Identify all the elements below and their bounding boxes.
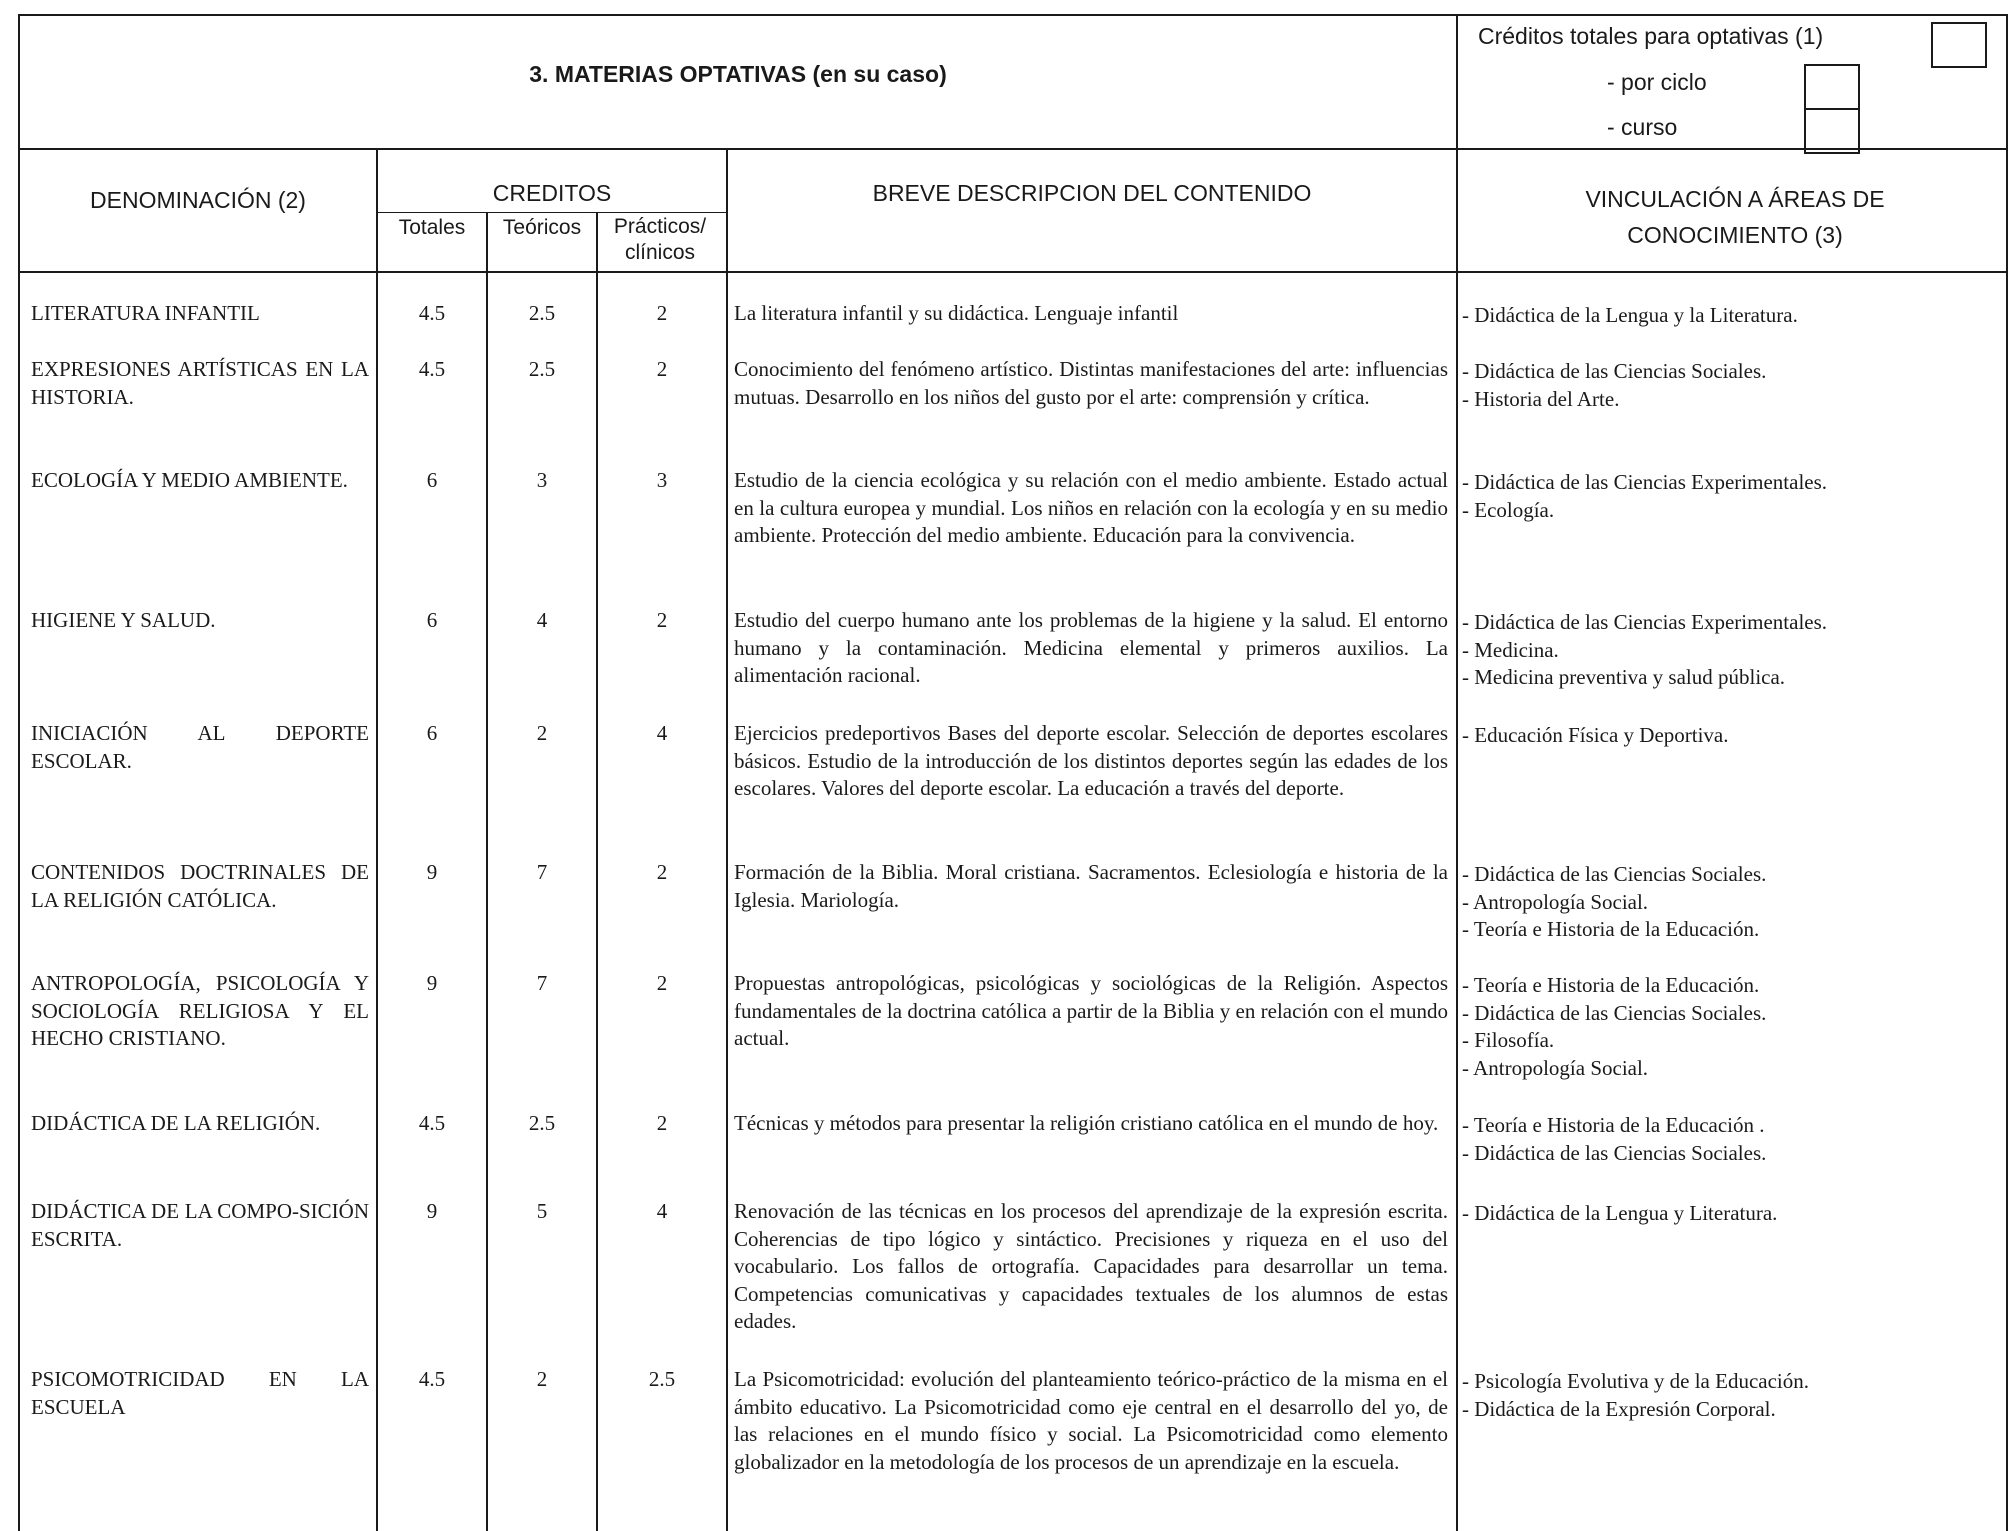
area-item: - Educación Física y Deportiva. xyxy=(1462,723,1729,747)
subject-name: CONTENIDOS DOCTRINALES DE LA RELIGIÓN CATÓLICA. xyxy=(31,860,369,912)
content-description: La literatura infantil y su didáctica. Lenguaje infantil xyxy=(734,301,1179,325)
content-description: Conocimiento del fenómeno artístico. Distintas manifestaciones del arte: influencias mutuas. Desarrollo en los niños del gusto por el arte: comprensión y crítica. xyxy=(734,357,1448,409)
col-sep-practice xyxy=(726,148,728,1531)
area-item: - Didáctica de las Ciencias Experimentales. xyxy=(1462,470,1828,494)
credits-total: 4.5 xyxy=(418,357,446,381)
area-item: - Teoría e Historia de la Educación. xyxy=(1462,973,1760,997)
area-item: - Psicología Evolutiva y de la Educación. xyxy=(1462,1369,1809,1393)
subject-name: DIDÁCTICA DE LA COMPO-SICIÓN ESCRITA. xyxy=(31,1199,369,1251)
knowledge-areas xyxy=(1462,722,2002,750)
content-description: La Psicomotricidad: evolución del planteamiento teórico-práctico de la misma en el ámbito educativo. La Psicomotricidad como eje central en el desarrollo del yo, de las relaciones en el mundo físico y social. La Psicomotricidad como elemento globalizador en la metodología de los procesos de un aprendizaje en la escuela. xyxy=(734,1367,1448,1474)
area-item: - Teoría e Historia de la Educación. xyxy=(1462,917,1760,941)
subject-name: HIGIENE Y SALUD. xyxy=(31,608,216,632)
col-header-description: BREVE DESCRIPCION DEL CONTENIDO xyxy=(872,180,1312,206)
credits-practice: 2 xyxy=(656,860,668,884)
credits-theory: 7 xyxy=(536,971,548,995)
frame-left xyxy=(18,14,20,1531)
credits-practice: 2 xyxy=(656,301,668,325)
area-item: - Didáctica de las Ciencias Experimentales. xyxy=(1462,610,1828,634)
credits-practice: 2.5 xyxy=(648,1367,676,1391)
knowledge-areas xyxy=(1462,972,2002,1082)
credits-practice: 2 xyxy=(656,1111,668,1135)
credits-theory: 7 xyxy=(536,860,548,884)
credits-practice: 3 xyxy=(656,468,668,492)
credits-total-label: Créditos totales para optativas (1) xyxy=(1478,23,1824,49)
credits-total: 6 xyxy=(426,721,438,745)
content-description: Técnicas y métodos para presentar la religión cristiano católica en el mundo de hoy. xyxy=(734,1111,1439,1135)
area-item: - Antropología Social. xyxy=(1462,889,1649,914)
area-item: - Didáctica de la Lengua y la Literatura. xyxy=(1462,303,1798,327)
area-item: - Filosofía. xyxy=(1462,1028,1555,1052)
credits-theory: 2 xyxy=(536,721,548,745)
area-item: - Medicina. xyxy=(1462,637,1559,662)
content-description: Propuestas antropológicas, psicológicas y sociológicas de la Religión. Aspectos fundamentales de la doctrina católica a partir de la Biblia y en relación con el mundo actual. xyxy=(734,971,1448,1050)
col-header-credits: CREDITOS xyxy=(492,180,612,206)
area-item: - Didáctica de las Ciencias Sociales. xyxy=(1462,862,1767,886)
section-title: 3. MATERIAS OPTATIVAS (en su caso) xyxy=(529,61,947,87)
knowledge-areas xyxy=(1462,302,2002,330)
subject-name: ANTROPOLOGÍA, PSICOLOGÍA Y SOCIOLOGÍA RELIGIOSA Y EL HECHO CRISTIANO. xyxy=(31,971,369,1050)
credits-theory: 3 xyxy=(536,468,548,492)
col-header-theoretical: Teóricos xyxy=(502,216,582,239)
credits-practice: 4 xyxy=(656,721,668,745)
credits-theory: 2.5 xyxy=(528,301,556,325)
area-item: - Ecología. xyxy=(1462,497,1555,522)
credits-practice: 2 xyxy=(656,608,668,632)
area-item: - Didáctica de las Ciencias Sociales. xyxy=(1462,1140,1767,1165)
credits-total: 9 xyxy=(426,971,438,995)
subject-name: EXPRESIONES ARTÍSTICAS EN LA HISTORIA. xyxy=(31,357,369,409)
credits-course-box[interactable] xyxy=(1804,108,1860,154)
col-sep-description xyxy=(1456,14,1458,1531)
col-header-areas: VINCULACIÓN A ÁREAS DE CONOCIMIENTO (3) xyxy=(1585,186,1885,248)
area-item: - Historia del Arte. xyxy=(1462,386,1620,411)
credits-practice: 4 xyxy=(656,1199,668,1223)
area-item: - Medicina preventiva y salud pública. xyxy=(1462,665,1786,689)
content-description: Estudio del cuerpo humano ante los problemas de la higiene y la salud. El entorno humano y la contaminación. Medicina elemental y primeros auxilios. La alimentación racional. xyxy=(734,608,1448,687)
credits-per-cycle-label: - por ciclo xyxy=(1607,69,1707,95)
credits-theory: 2.5 xyxy=(528,357,556,381)
area-item: - Antropología Social. xyxy=(1462,1055,1649,1080)
knowledge-areas xyxy=(1462,861,2002,944)
frame-right xyxy=(2006,14,2008,1531)
knowledge-areas xyxy=(1462,1200,2002,1228)
header-divider xyxy=(18,148,2008,150)
subject-name: INICIACIÓN AL DEPORTE ESCOLAR. xyxy=(31,721,369,773)
col-header-denomination: DENOMINACIÓN (2) xyxy=(90,187,306,213)
knowledge-areas xyxy=(1462,1368,2002,1423)
content-description: Ejercicios predeportivos Bases del deporte escolar. Selección de deportes escolares básicos. Estudio de la introducción de los distintos deportes según las edades de los escolares. Valores del deporte escolar. La educación a través del deporte. xyxy=(734,721,1448,800)
area-item: - Didáctica de las Ciencias Sociales. xyxy=(1462,1000,1767,1025)
area-item: - Didáctica de la Expresión Corporal. xyxy=(1462,1396,1776,1421)
credits-total: 4.5 xyxy=(418,1111,446,1135)
credits-theory: 2 xyxy=(536,1367,548,1391)
credits-total: 6 xyxy=(426,468,438,492)
subject-name: PSICOMOTRICIDAD EN LA ESCUELA xyxy=(31,1367,369,1419)
credits-practice: 2 xyxy=(656,971,668,995)
credits-theory: 2.5 xyxy=(528,1111,556,1135)
frame-top xyxy=(18,14,2008,16)
credits-total: 9 xyxy=(426,1199,438,1223)
credits-cycle-box[interactable] xyxy=(1804,64,1860,110)
area-item: - Teoría e Historia de la Educación . xyxy=(1462,1113,1765,1137)
credits-practice: 2 xyxy=(656,357,668,381)
knowledge-areas xyxy=(1462,358,2002,413)
col-header-totals: Totales xyxy=(398,216,466,239)
col-header-practical: Prácticos/ clínicos xyxy=(613,215,707,264)
content-description: Renovación de las técnicas en los procesos del aprendizaje de la expresión escrita. Coherencias de tipo lógico y sintáctico. Precisiones y riqueza en el uso del vocabulario. Los fallos de ortografía. Capacidades para desarrollar un tema. Competencias comunicativas y capacidades textuales de los alumnos de estas edades. xyxy=(734,1199,1448,1333)
credits-theory: 5 xyxy=(536,1199,548,1223)
credits-total: 4.5 xyxy=(418,301,446,325)
credits-per-course-label: - curso xyxy=(1607,114,1678,140)
credits-total: 4.5 xyxy=(418,1367,446,1391)
area-item: - Didáctica de las Ciencias Sociales. xyxy=(1462,359,1767,383)
credits-theory: 4 xyxy=(536,608,548,632)
subject-name: ECOLOGÍA Y MEDIO AMBIENTE. xyxy=(31,468,348,492)
credits-total-box[interactable] xyxy=(1931,22,1987,68)
credits-total: 6 xyxy=(426,608,438,632)
knowledge-areas xyxy=(1462,469,2002,524)
knowledge-areas xyxy=(1462,609,2002,692)
column-header-divider xyxy=(18,271,2008,273)
content-description: Estudio de la ciencia ecológica y su relación con el medio ambiente. Estado actual en la cultura europea y mundial. Los niños en relación con la ecología y en su medio ambiente. Protección del medio ambiente. Educación para la convivencia. xyxy=(734,468,1448,547)
knowledge-areas xyxy=(1462,1112,2002,1167)
subject-name: LITERATURA INFANTIL xyxy=(31,301,260,325)
area-item: - Didáctica de la Lengua y Literatura. xyxy=(1462,1201,1778,1225)
credits-subheader-divider xyxy=(376,212,726,213)
credits-total: 9 xyxy=(426,860,438,884)
content-description: Formación de la Biblia. Moral cristiana. Sacramentos. Eclesiología e historia de la Iglesia. Mariología. xyxy=(734,860,1448,912)
subject-name: DIDÁCTICA DE LA RELIGIÓN. xyxy=(31,1111,321,1135)
